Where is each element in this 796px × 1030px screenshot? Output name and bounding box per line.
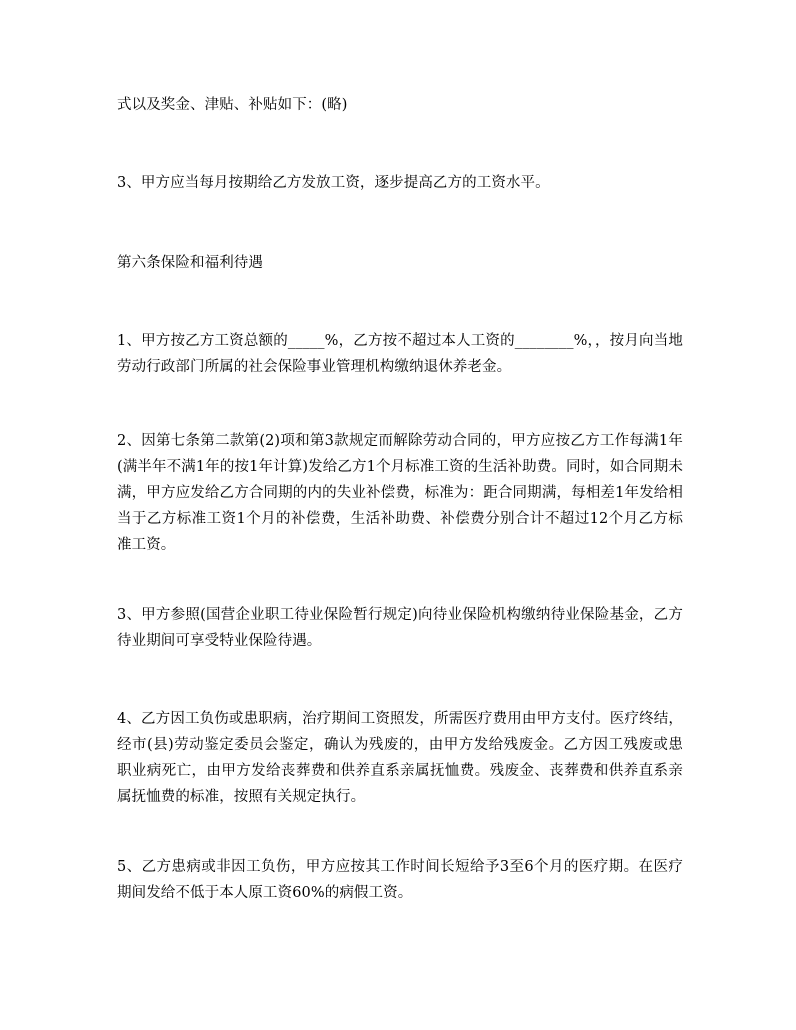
- section-heading-insurance-welfare: 第六条保险和福利待遇: [117, 255, 263, 271]
- paragraph-living-subsidy: 2、因第七条第二款第(2)项和第3款规定而解除劳动合同的，甲方应按乙方工作每满1年(满半年不满1年的按1年计算)发给乙方1个月标准工资的生活补助费。同时，如合同期未满，甲方应发给乙方合同期的内的失业补偿费，标准为：距合同期满，每相差1年发给相当于乙方标准工资1个月的补偿费，生活补助费、补偿费分别合计不超过12个月乙方标准工资。: [117, 433, 683, 553]
- paragraph-unemployment-insurance: 3、甲方参照(国营企业职工待业保险暂行规定)向待业保险机构缴纳待业保险基金，乙方待业期间可享受特业保险待遇。: [117, 607, 683, 649]
- paragraph-bonus-allowance: 式以及奖金、津贴、补贴如下：(略): [117, 97, 348, 113]
- paragraph-sick-leave: 5、乙方患病或非因工负伤，甲方应按其工作时间长短给予3至6个月的医疗期。在医疗期间发给不低于本人原工资60%的病假工资。: [117, 859, 683, 901]
- paragraph-work-injury: 4、乙方因工负伤或患职病，治疗期间工资照发，所需医疗费用由甲方支付。医疗终结，经市(县)劳动鉴定委员会鉴定，确认为残废的，由甲方发给残废金。乙方因工残废或患职业病死亡，由甲方发给丧葬费和供养直系亲属抚恤费。残废金、丧葬费和供养直系亲属抚恤费的标准，按照有关规定执行。: [117, 711, 683, 805]
- paragraph-wage-payment: 3、甲方应当每月按期给乙方发放工资，逐步提高乙方的工资水平。: [117, 175, 550, 191]
- paragraph-pension: 1、甲方按乙方工资总额的_____%，乙方按不超过本人工资的________%，，按月向当地劳动行政部门所属的社会保险事业管理机构缴纳退休养老金。: [117, 333, 683, 375]
